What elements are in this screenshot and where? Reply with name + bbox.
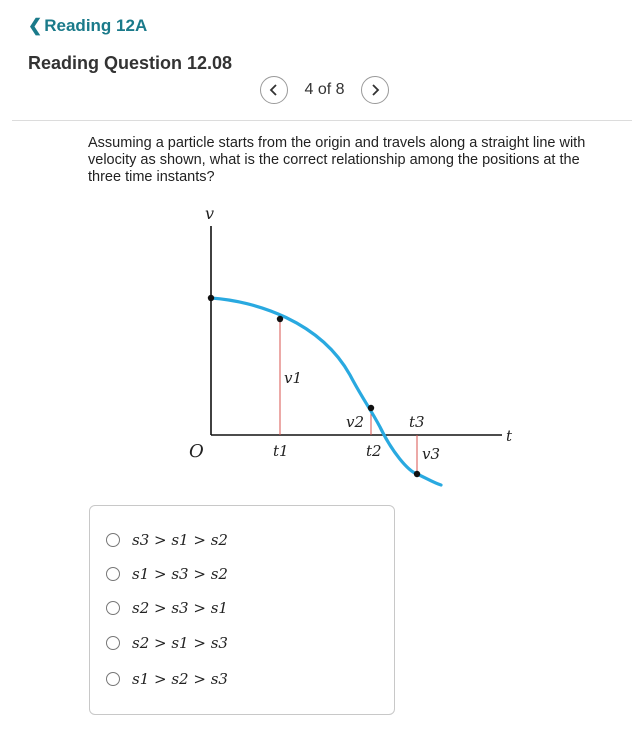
choice-label: s2 > s1 > s3 <box>132 634 228 652</box>
choice-option[interactable] <box>106 563 228 585</box>
page-title: Reading Question 12.08 <box>28 53 233 73</box>
chevron-left-icon <box>269 84 279 96</box>
back-link-label: Reading 12A <box>44 16 148 35</box>
radio-button[interactable] <box>106 672 120 686</box>
v1-label: v1 <box>284 369 303 387</box>
point-t1 <box>277 316 283 322</box>
answer-choices <box>89 505 395 715</box>
next-button[interactable] <box>361 76 389 104</box>
t2-label: t2 <box>366 442 382 460</box>
chevron-right-icon <box>370 84 380 96</box>
choice-option[interactable] <box>106 668 228 690</box>
radio-button[interactable] <box>106 601 120 615</box>
radio-button[interactable] <box>106 533 120 547</box>
choice-option[interactable] <box>106 597 228 619</box>
choice-option[interactable] <box>106 529 228 551</box>
t3-label: t3 <box>409 413 425 431</box>
choice-label: s2 > s3 > s1 <box>132 599 228 617</box>
question-text: Assuming a particle starts from the origin and travels along a straight line with velocity as shown, what is the correct relationship among the positions at the three time instants? <box>88 135 586 185</box>
origin-label: O <box>189 441 204 462</box>
t-axis-label: t <box>506 427 513 445</box>
v2-label: v2 <box>346 413 365 431</box>
choice-option[interactable] <box>106 632 228 654</box>
previous-button[interactable] <box>260 76 288 104</box>
chevron-left-icon: ❮ <box>28 16 43 35</box>
v3-label: v3 <box>422 445 441 463</box>
start-point <box>208 295 214 301</box>
choice-label: s1 > s3 > s2 <box>132 565 228 583</box>
point-t2 <box>368 405 374 411</box>
velocity-time-graph <box>180 195 520 495</box>
v-axis-label: v <box>205 204 215 223</box>
choice-label: s1 > s2 > s3 <box>132 670 228 688</box>
divider <box>12 120 632 121</box>
point-t3 <box>414 471 420 477</box>
pager <box>260 75 389 105</box>
choice-label: s3 > s1 > s2 <box>132 531 228 549</box>
t1-label: t1 <box>273 442 289 460</box>
pager-text: 4 of 8 <box>304 81 345 98</box>
velocity-curve <box>211 298 441 485</box>
radio-button[interactable] <box>106 636 120 650</box>
back-link[interactable] <box>28 16 147 36</box>
radio-button[interactable] <box>106 567 120 581</box>
